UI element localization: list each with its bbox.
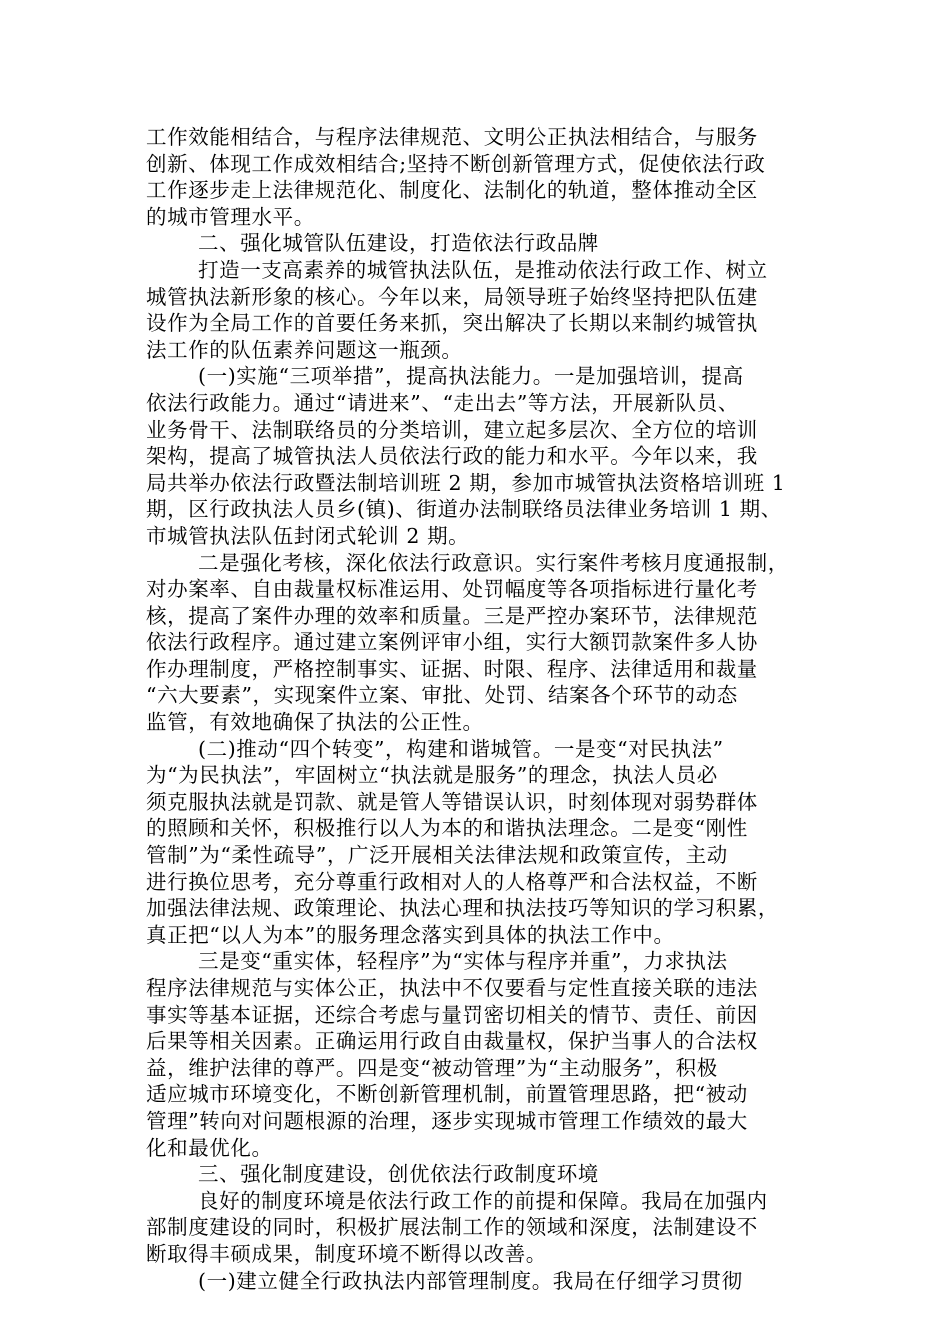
text-line: 架构，提高了城管执法人员依法行政的能力和水平。今年以来，我 (146, 444, 758, 469)
text-line: 的城市管理水平。 (146, 204, 315, 229)
text-line: 断取得丰硕成果，制度环境不断得以改善。 (146, 1241, 547, 1266)
text-line: 打造一支高素养的城管执法队伍，是推动依法行政工作、树立 (198, 257, 768, 282)
text-line: (一)实施“三项举措”，提高执法能力。一是加强培训，提高 (198, 364, 744, 389)
text-line: 市城管执法队伍封闭式轮训 2 期。 (146, 523, 470, 548)
text-line: 监管，有效地确保了执法的公正性。 (146, 710, 484, 735)
text-line: 设作为全局工作的首要任务来抓，突出解决了长期以来制约城管执 (146, 311, 758, 336)
text-line: (一)建立健全行政执法内部管理制度。我局在仔细学习贯彻 (198, 1268, 743, 1293)
text-line: 管制”为“柔性疏导”，广泛开展相关法律法规和政策宣传，主动 (146, 843, 728, 868)
text-line: 三、强化制度建设，创优依法行政制度环境 (198, 1162, 599, 1187)
document-body (146, 124, 822, 1294)
text-line: 事实等基本证据，还综合考虑与量罚密切相关的情节、责任、前因 (146, 1002, 758, 1027)
text-line: 良好的制度环境是依法行政工作的前提和保障。我局在加强内 (198, 1188, 768, 1213)
text-line: 创新、体现工作成效相结合;坚持不断创新管理方式，促使依法行政 (146, 151, 766, 176)
text-line: 二是强化考核，深化依法行政意识。实行案件考核月度通报制， (198, 550, 789, 575)
text-line: 为“为民执法”，牢固树立“执法就是服务”的理念，执法人员必 (146, 763, 718, 788)
text-line: 化和最优化。 (146, 1135, 273, 1160)
text-line: 加强法律法规、政策理论、执法心理和执法技巧等知识的学习积累， (146, 896, 779, 921)
text-line: 真正把“以人为本”的服务理念落实到具体的执法工作中。 (146, 922, 675, 947)
text-line: 二、强化城管队伍建设，打造依法行政品牌 (198, 231, 599, 256)
text-line: 依法行政程序。通过建立案例评审小组，实行大额罚款案件多人协 (146, 630, 758, 655)
text-line: 业务骨干、法制联络员的分类培训，建立起多层次、全方位的培训 (146, 417, 758, 442)
text-line: 后果等相关因素。正确运用行政自由裁量权，保护当事人的合法权 (146, 1029, 758, 1054)
text-line: 对办案率、自由裁量权标准运用、处罚幅度等各项指标进行量化考 (146, 577, 758, 602)
text-line: 的照顾和关怀，积极推行以人为本的和谐执法理念。二是变“刚性 (146, 816, 748, 841)
text-line: 部制度建设的同时，积极扩展法制工作的领域和深度，法制建设不 (146, 1215, 758, 1240)
text-line: 工作逐步走上法律规范化、制度化、法制化的轨道，整体推动全区 (146, 178, 758, 203)
text-line: 期，区行政执法人员乡(镇)、街道办法制联络员法律业务培训 1 期、 (146, 497, 782, 522)
text-line: 依法行政能力。通过“请进来”、“走出去”等方法，开展新队员、 (146, 390, 739, 415)
text-line: 核，提高了案件办理的效率和质量。三是严控办案环节，法律规范 (146, 603, 758, 628)
text-line: 局共举办依法行政暨法制培训班 2 期，参加市城管执法资格培训班 1 (146, 470, 786, 495)
text-line: 进行换位思考，充分尊重行政相对人的人格尊严和合法权益，不断 (146, 869, 758, 894)
text-line: 程序法律规范与实体公正，执法中不仅要看与定性直接关联的违法 (146, 976, 758, 1000)
text-line: 作办理制度，严格控制事实、证据、时限、程序、法律适用和裁量 (146, 656, 758, 681)
text-line: 法工作的队伍素养问题这一瓶颈。 (146, 337, 463, 362)
text-line: “六大要素”，实现案件立案、审批、处罚、结案各个环节的动态 (146, 683, 738, 708)
text-line: 适应城市环境变化，不断创新管理机制，前置管理思路，把“被动 (146, 1082, 748, 1107)
text-line: 城管执法新形象的核心。今年以来，局领导班子始终坚持把队伍建 (146, 284, 758, 309)
text-line: (二)推动“四个转变”，构建和谐城管。一是变“对民执法” (198, 736, 724, 761)
text-line: 工作效能相结合，与程序法律规范、文明公正执法相结合，与服务 (146, 125, 758, 149)
text-line: 管理”转向对问题根源的治理，逐步实现城市管理工作绩效的最大 (146, 1108, 748, 1133)
text-line: 须克服执法就是罚款、就是管人等错误认识，时刻体现对弱势群体 (146, 789, 758, 814)
text-line: 益，维护法律的尊严。四是变“被动管理”为“主动服务”，积极 (146, 1055, 718, 1080)
text-line: 三是变“重实体，轻程序”为“实体与程序并重”，力求执法 (198, 949, 728, 974)
